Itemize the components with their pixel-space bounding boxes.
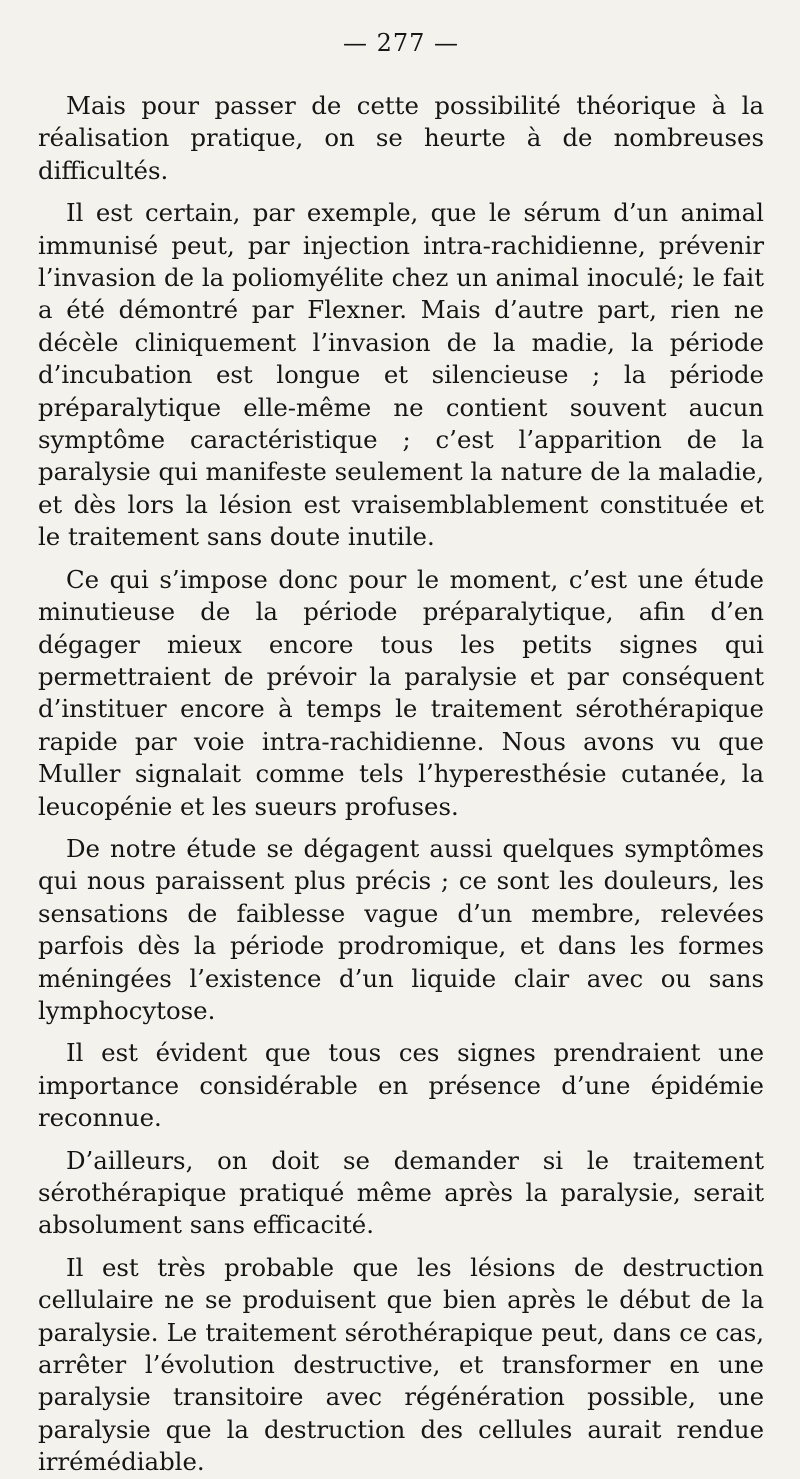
- paragraph: De notre étude se dégagent aussi quelques symptômes qui nous paraissent plus précis ; ce sont les douleurs, les sensations de faiblesse vague d’un membre, relevées parfois dès la période prodromique, et dans les formes méningées l’existence d’un liquide clair avec ou sans lymphocytose.: [38, 833, 764, 1025]
- paragraph: Il est certain, par exemple, que le sérum d’un animal immunisé peut, par injection intra-rachidienne, prévenir l’invasion de la poliomyélite chez un animal inoculé; le fait a été démontré par Flexner. Mais d’autre part, rien ne décèle cliniquement l’invasion de la madie, la période d’incubation est longue et silencieuse ; la période préparalytique elle-même ne contient souvent aucun symptôme caractéristique ; c’est l’apparition de la paralysie qui manifeste seulement la nature de la maladie, et dès lors la lésion est vraisemblablement constituée et le traitement sans doute inutile.: [38, 198, 764, 552]
- body-text: [38, 90, 764, 1479]
- page-number: — 277 —: [342, 29, 460, 57]
- paragraph: Il est très probable que les lésions de destruction cellulaire ne se produisent que bien après le début de la paralysie. Le traitement sérothérapique peut, dans ce cas, arrêter l’évolution destructive, et transformer en une paralysie transitoire avec régénération possible, une paralysie que la destruction des cellules aurait rendue irrémédiable.: [38, 1252, 764, 1477]
- paragraph: D’ailleurs, on doit se demander si le traitement sérothérapique pratiqué même après la paralysie, serait absolument sans efficacité.: [38, 1145, 764, 1240]
- paragraph: Mais pour passer de cette possibilité théorique à la réalisation pratique, on se heurte à de nombreuses difficultés.: [38, 91, 764, 185]
- paragraph: Ce qui s’impose donc pour le moment, c’est une étude minutieuse de la période préparalytique, afin d’en dégager mieux encore tous les petits signes qui permettraient de prévoir la paralysie et par conséquent d’instituer encore à temps le traitement sérothérapique rapide par voie intra-rachidienne. Nous avons vu que Muller signalait comme tels l’hyperesthésie cutanée, la leucopénie et les sueurs profuses.: [38, 564, 764, 821]
- paragraph: Il est évident que tous ces signes prendraient une importance considérable en présence d’une épidémie reconnue.: [38, 1038, 764, 1133]
